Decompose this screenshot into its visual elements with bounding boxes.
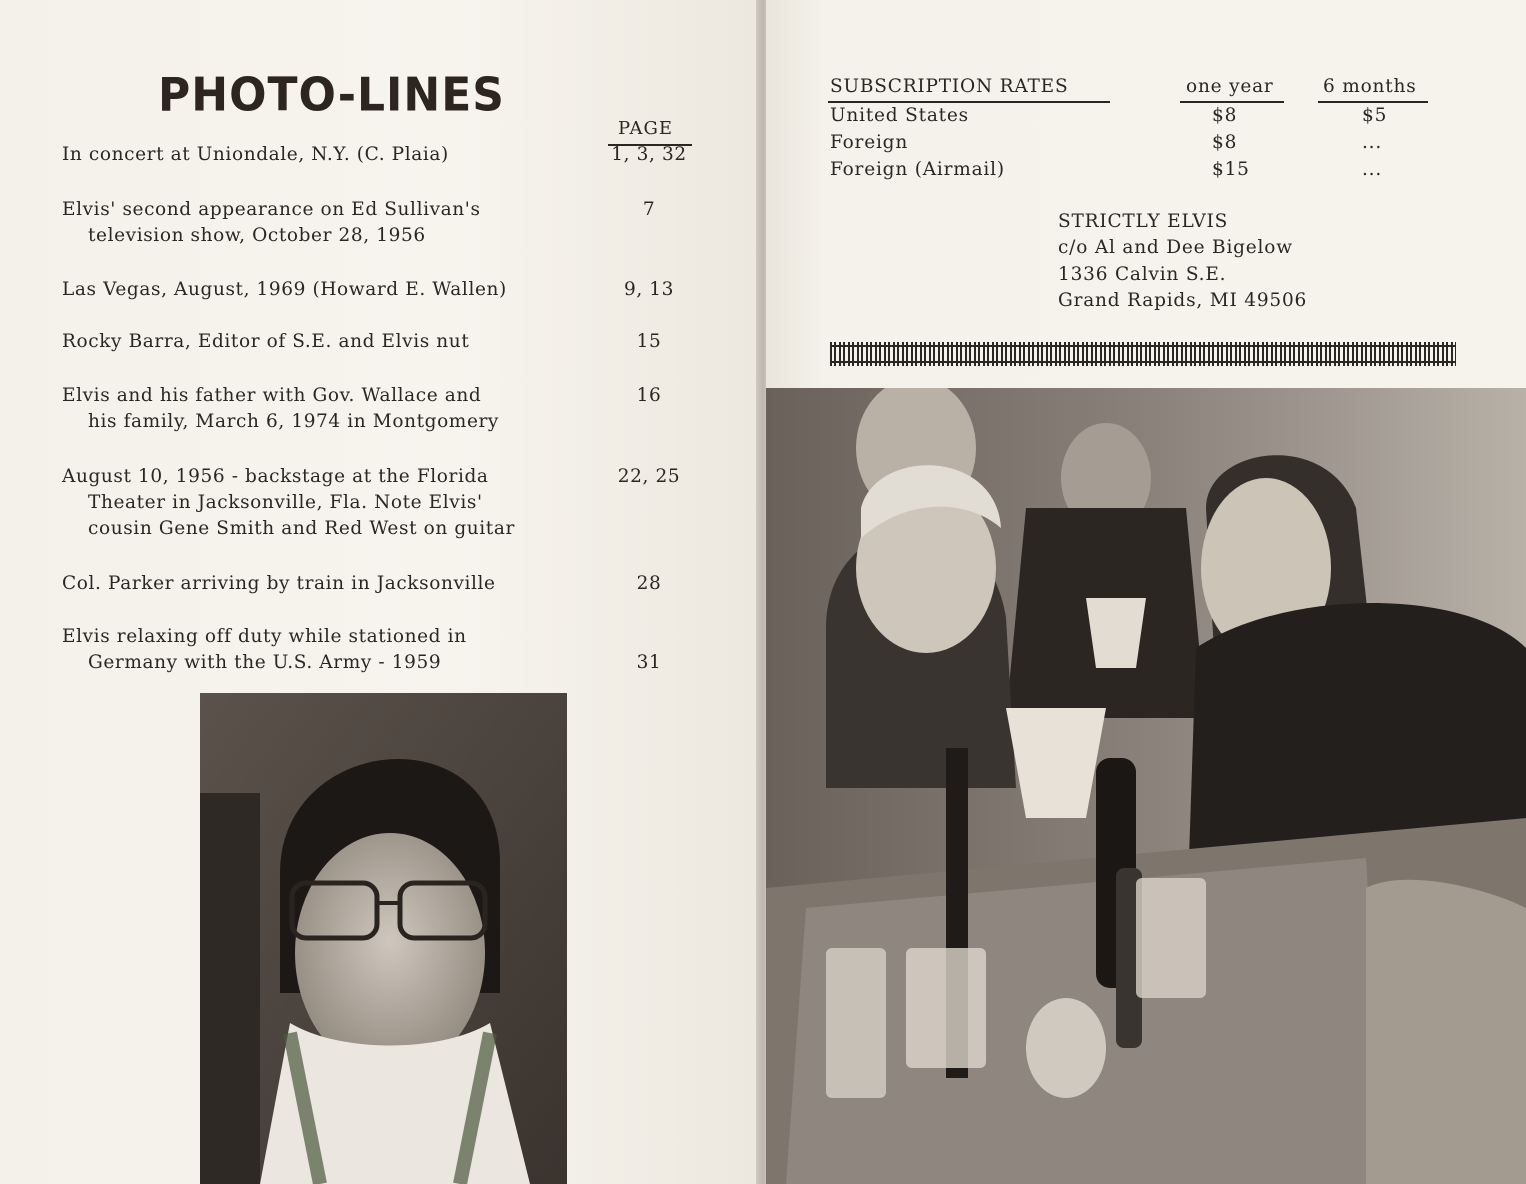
address-name: STRICTLY ELVIS [1058, 211, 1229, 232]
left-page [0, 0, 760, 1184]
rate-one-year: $8 [1212, 105, 1238, 126]
entry-pages: 28 [636, 573, 662, 594]
entry-pages: 7 [642, 199, 656, 220]
entry-caption: Elvis' second appearance on Ed Sullivan's [62, 199, 481, 220]
rate-six-months: $5 [1362, 105, 1388, 126]
photo-line-entry [62, 624, 702, 676]
entry-caption: August 10, 1956 - backstage at the Florida [62, 466, 489, 487]
rate-six-months: ... [1362, 132, 1383, 153]
photo-line-entry [62, 464, 702, 542]
entry-caption-continued: cousin Gene Smith and Red West on guitar [88, 518, 515, 539]
entry-pages: 31 [636, 652, 662, 673]
portrait-photo [200, 693, 567, 1184]
page-title: PHOTO-LINES [158, 68, 505, 123]
entry-pages: 15 [636, 331, 662, 352]
photo-line-entry [62, 197, 702, 249]
rate-six-months: ... [1362, 159, 1383, 180]
photo-line-entry [62, 277, 702, 303]
entry-caption: Las Vegas, August, 1969 (Howard E. Wallen) [62, 279, 507, 300]
entry-caption: Elvis and his father with Gov. Wallace and [62, 385, 482, 406]
address-street: 1336 Calvin S.E. [1058, 264, 1227, 285]
entry-caption: Col. Parker arriving by train in Jacksonville [62, 573, 496, 594]
entry-pages: 9, 13 [623, 279, 675, 300]
photo-line-entry [62, 383, 702, 435]
rate-region: Foreign [830, 132, 909, 153]
page-column-header: PAGE [618, 118, 673, 139]
entry-caption-continued: his family, March 6, 1974 in Montgomery [88, 411, 499, 432]
photo-line-entry [62, 571, 702, 597]
photo-line-entry [62, 142, 702, 168]
rate-one-year: $8 [1212, 132, 1238, 153]
decorative-border [830, 342, 1456, 366]
right-page [766, 0, 1526, 1184]
cafe-photo [766, 388, 1526, 1184]
address-city: Grand Rapids, MI 49506 [1058, 290, 1308, 311]
entry-pages: 1, 3, 32 [611, 144, 687, 165]
entry-pages: 22, 25 [617, 466, 681, 487]
rate-region: Foreign (Airmail) [830, 159, 1005, 180]
entry-caption-continued: Theater in Jacksonville, Fla. Note Elvis' [88, 492, 483, 513]
rate-region: United States [830, 105, 969, 126]
subscription-header: SUBSCRIPTION RATES [830, 76, 1069, 97]
entry-caption: Elvis relaxing off duty while stationed in [62, 626, 467, 647]
entry-caption: Rocky Barra, Editor of S.E. and Elvis nut [62, 331, 470, 352]
entry-pages: 16 [636, 385, 662, 406]
one-year-column-header: one year [1186, 76, 1274, 97]
address-care-of: c/o Al and Dee Bigelow [1058, 237, 1293, 258]
entry-caption-continued: television show, October 28, 1956 [88, 225, 426, 246]
rate-one-year: $15 [1212, 159, 1250, 180]
photo-line-entry [62, 329, 702, 355]
six-months-column-header: 6 months [1323, 76, 1417, 97]
entry-caption-continued: Germany with the U.S. Army - 1959 [88, 652, 442, 673]
entry-caption: In concert at Uniondale, N.Y. (C. Plaia) [62, 144, 449, 165]
